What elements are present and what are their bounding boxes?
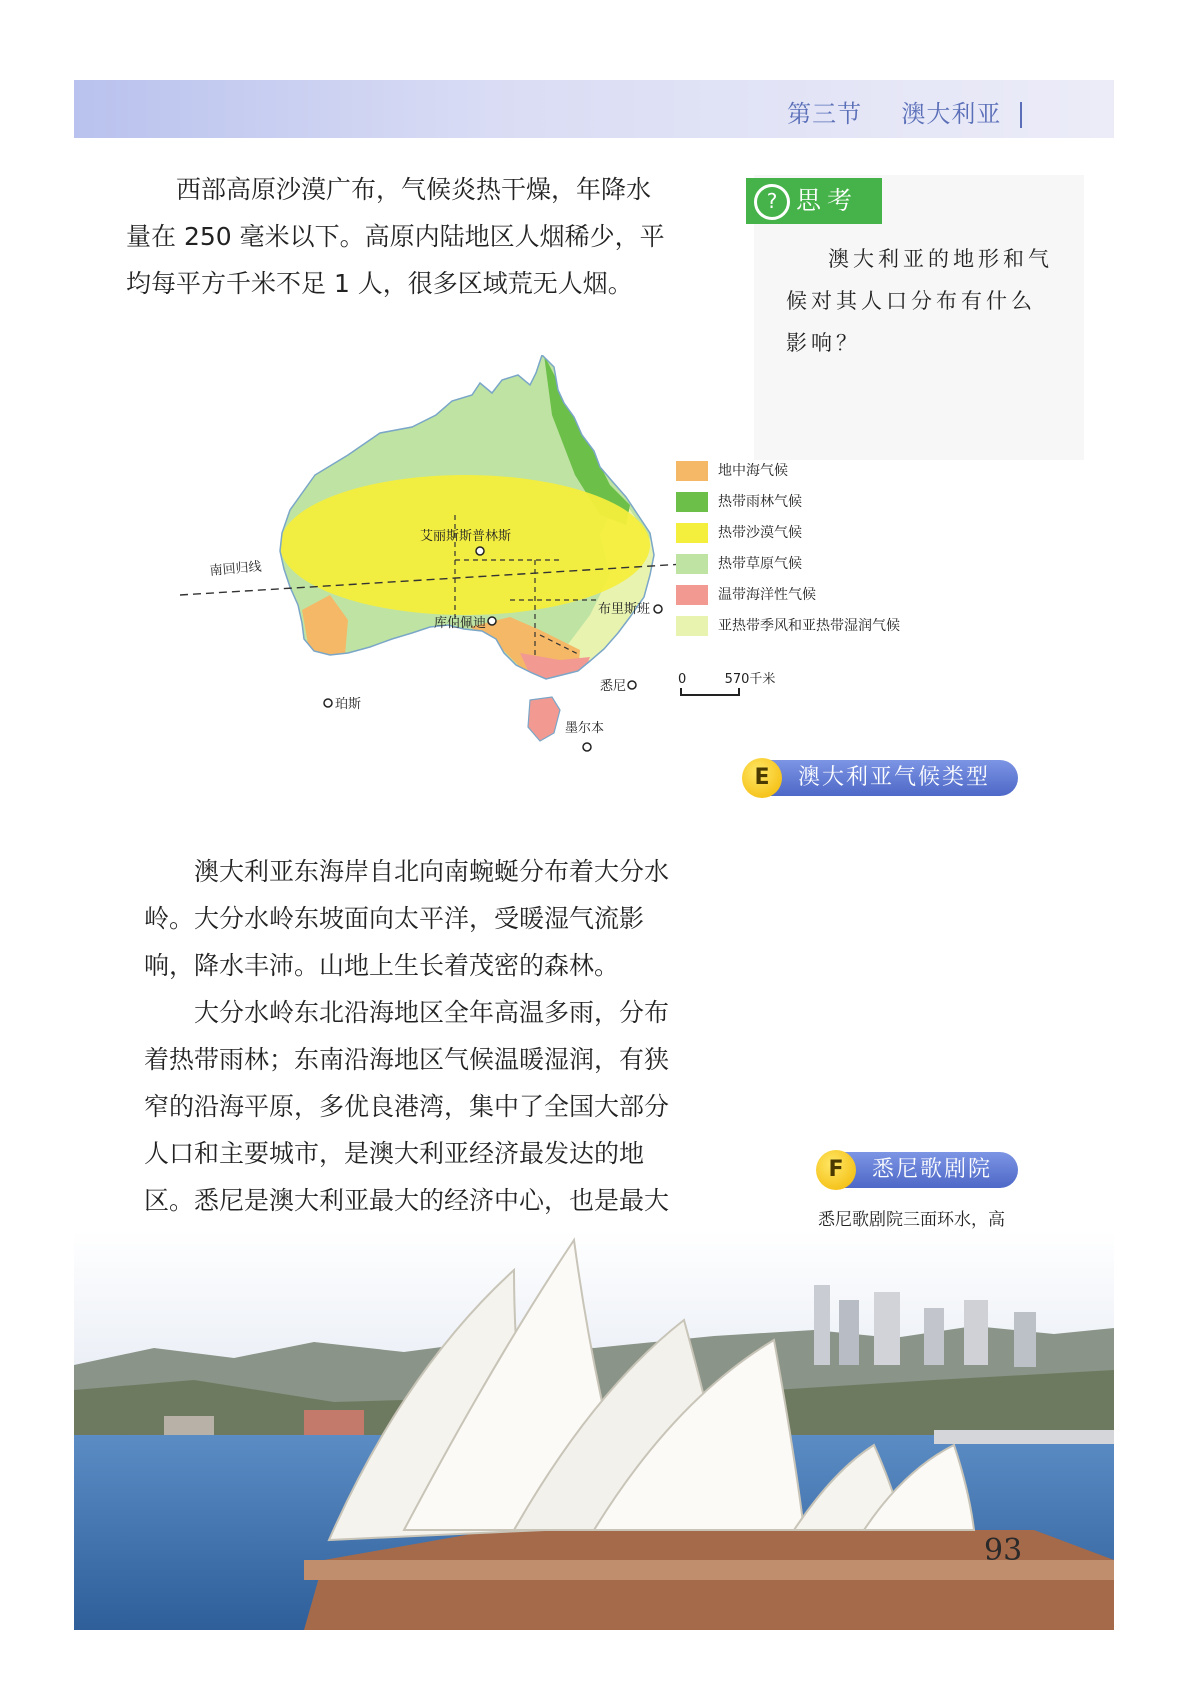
- legend-item: 热带沙漠气候: [676, 522, 976, 544]
- legend-item: 热带草原气候: [676, 553, 976, 575]
- figure-f-caption: 悉尼歌剧院三面环水，高: [818, 1210, 1005, 1230]
- figure-f-title: 悉尼歌剧院: [872, 1157, 993, 1182]
- map-scale: 0 570千米: [678, 668, 775, 687]
- page-number: 93: [984, 1533, 1023, 1568]
- city-melbourne: 墨尔本: [565, 721, 605, 736]
- figure-e-letter: E: [742, 758, 782, 798]
- sydney-opera-house-photo: [74, 1230, 1114, 1630]
- city-dot-sydney: [628, 681, 636, 689]
- city-dot-brisbane: [654, 605, 662, 613]
- legend-item: 温带海洋性气候: [676, 584, 976, 606]
- australia-climate-map: [180, 355, 740, 785]
- city-dot-alice: [476, 547, 484, 555]
- paragraph-3: 大分水岭东北沿海地区全年高温多雨，分布着热带雨林；东南沿海地区气候温暖湿润，有狭窄的沿海平原，多优良港湾，集中了全国大部分人口和主要城市，是澳大利亚经济最发达的地区。: [144, 998, 670, 1215]
- figure-e-badge: [746, 760, 1018, 796]
- paragraph-4: 悉尼是澳大利亚最大的经济中心，也是最大: [194, 1186, 670, 1215]
- header-separator: [1020, 102, 1022, 128]
- header-title: 澳大利亚: [901, 100, 1002, 128]
- city-dot-coober: [488, 617, 496, 625]
- paragraph-1: 西部高原沙漠广布，气候炎热干燥，年降水量在 250 毫米以下。高原内陆地区人烟稀少，平均每平方千米不足 1 人，很多区域荒无人烟。: [126, 175, 665, 298]
- city-alice: 艾丽斯斯普林斯: [420, 529, 512, 544]
- legend-item: 地中海气候: [676, 460, 976, 482]
- city-sydney: 悉尼: [600, 679, 627, 694]
- figure-f-letter: F: [816, 1150, 856, 1190]
- figure-e-title: 澳大利亚气候类型: [798, 765, 991, 790]
- think-title: ? 思考: [746, 178, 882, 224]
- textbook-page: [74, 80, 1114, 1640]
- city-coober: 库伯佩迪: [434, 616, 487, 631]
- legend-item: 热带雨林气候: [676, 491, 976, 513]
- city-brisbane: 布里斯班: [598, 602, 651, 617]
- figure-f-badge: [820, 1152, 1018, 1188]
- city-dot-perth: [324, 699, 332, 707]
- question-icon: ?: [754, 184, 790, 220]
- legend-item: 亚热带季风和亚热带湿润气候: [676, 615, 976, 637]
- city-dot-melbourne: [583, 743, 591, 751]
- header-section: 第三节: [787, 100, 863, 128]
- running-header: [787, 94, 1022, 129]
- think-text: 澳大利亚的地形和气候对其人口分布有什么影响？: [786, 247, 1053, 355]
- tasmania: [528, 697, 560, 741]
- tropic-label: 南回归线: [209, 559, 263, 579]
- paragraph-2: 澳大利亚东海岸自北向南蜿蜒分布着大分水岭。大分水岭东坡面向太平洋，受暖湿气流影响，降水丰沛。山地上生长着茂密的森林。: [144, 857, 670, 980]
- city-perth: 珀斯: [335, 697, 362, 712]
